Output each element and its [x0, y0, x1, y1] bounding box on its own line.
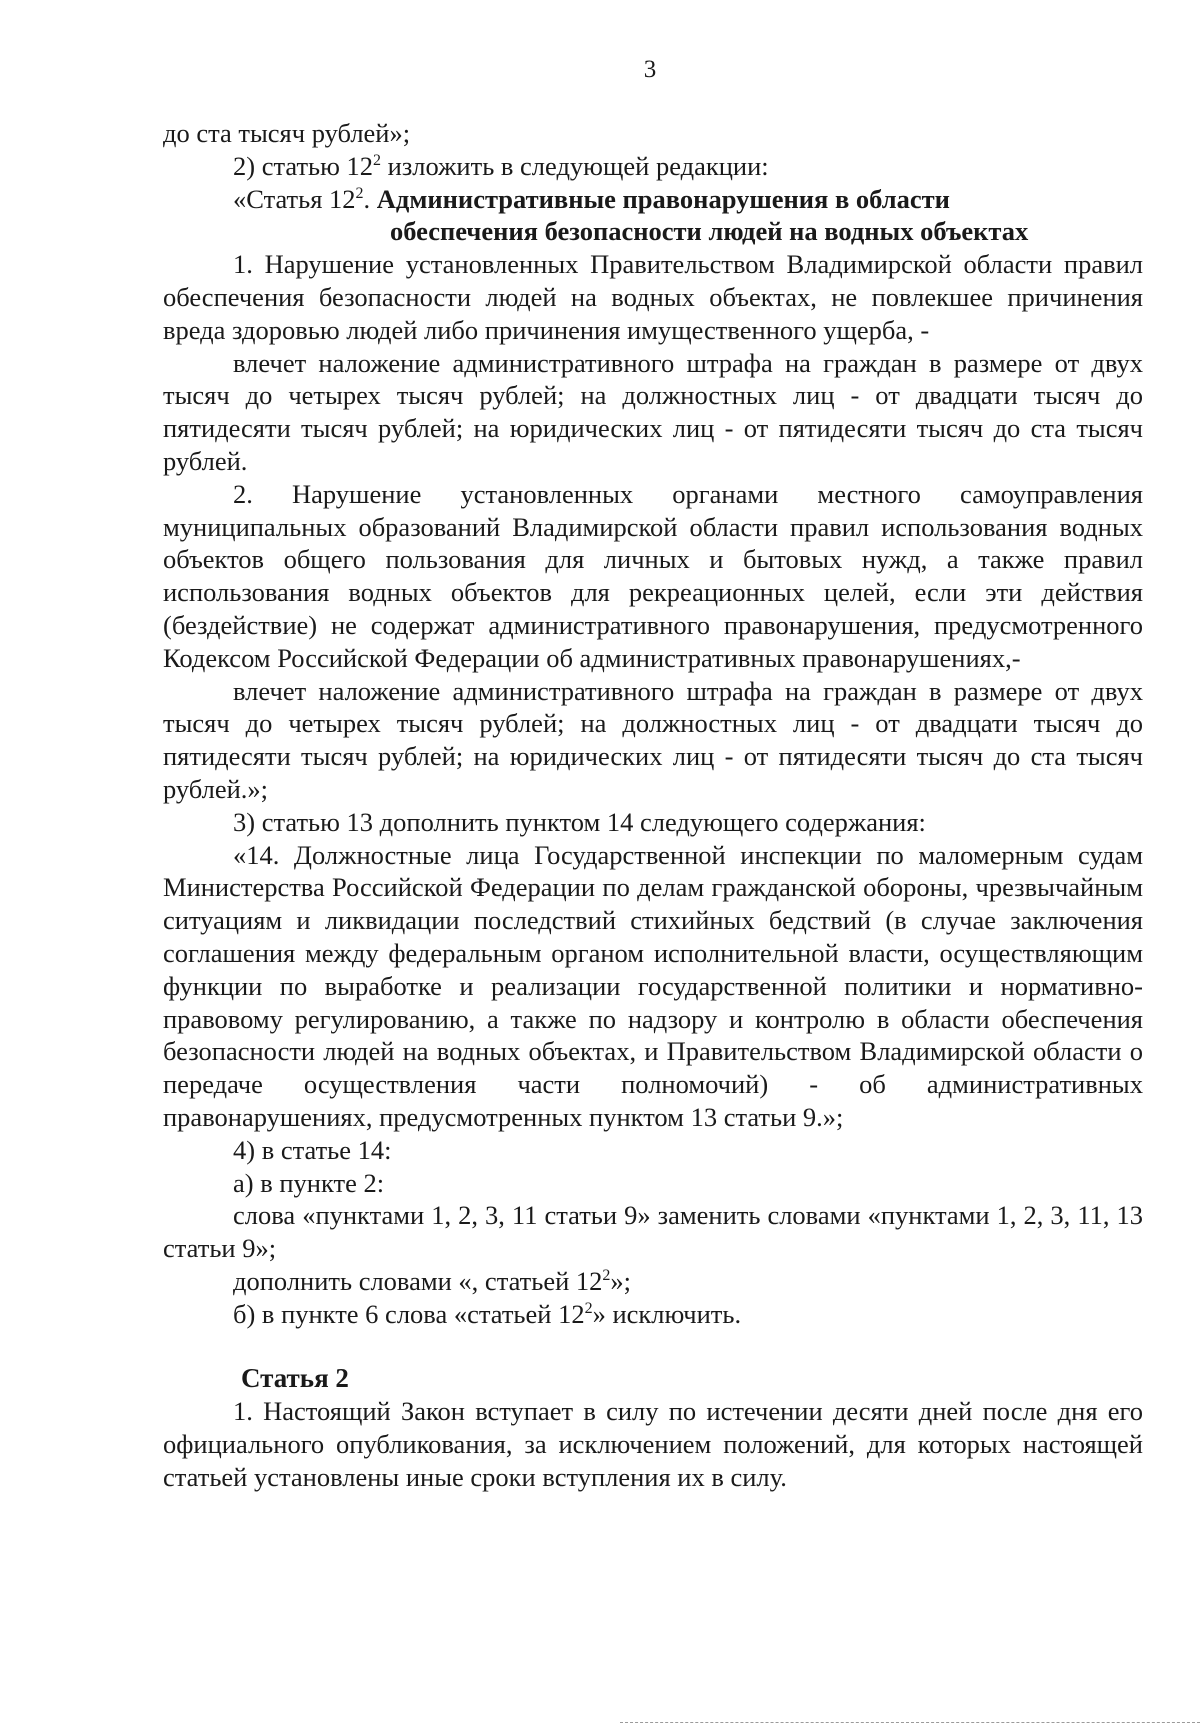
article-paragraph-1: 1. Нарушение установленных Правительством Владимирской области правил обеспечения безопасности людей на водных объектах, не повлекшее причинения вреда здоровью людей либо причинения имущественного ущерба, -: [163, 249, 1143, 345]
page-edge-line: [620, 1722, 1200, 1723]
amendment-item-3-text: «14. Должностные лица Государственной инспекции по маломерным судам Министерства Российской Федерации по делам гражданской обороны, чрезвычайным ситуациям и ликвидации последствий стихийных бедствий (в случае заключения соглашения между федеральным органом исполнительной власти, осуществляющим функции по выработке и реализации государственной политики и нормативно-правовому регулированию, а также по надзору и контролю в области обеспечения безопасности людей на водных объектах, и Правительством Владимирской области о передаче осуществления части полномочий) - об административных правонарушениях, предусмотренных пунктом 13 статьи 9.»;: [163, 839, 1143, 1132]
amendment-item-2-tail: изложить в следующей редакции:: [381, 150, 769, 181]
amendment-item-4a-text-2-pre: дополнить словами «, статьей 12: [233, 1265, 603, 1296]
article-paragraph-2: 2. Нарушение установленных органами местного самоуправления муниципальных образований Владимирской области правил использования водных объектов общего пользования для личных и бытовых нужд, а также правил использования водных объектов для рекреационных целей, если эти действия (бездействие) не содержат административного правонарушения, предусмотренного Кодексом Российской Федерации об административных правонарушениях,-: [163, 478, 1143, 673]
article-heading-dot: .: [363, 183, 377, 214]
article-heading-title: Административные правонарушения в области: [376, 183, 950, 214]
article-heading-prefix: «Статья 12: [233, 183, 356, 214]
section-2-paragraph-1: 1. Настоящий Закон вступает в силу по истечении десяти дней после дня его официального опубликования, за исключением положений, для которых настоящей статьей установлены иные сроки вступления их в силу.: [163, 1396, 1143, 1492]
amendment-item-4a-text-1: слова «пунктами 1, 2, 3, 11 статьи 9» заменить словами «пунктами 1, 2, 3, 11, 13 статьи 9»;: [163, 1200, 1143, 1264]
paragraph-continuation: до ста тысяч рублей»;: [163, 118, 411, 148]
amendment-item-4: 4) в статье 14:: [233, 1134, 392, 1165]
article-paragraph-penalty-2: влечет наложение административного штрафа на граждан в размере от двух тысяч до четырех тысяч рублей; на должностных лиц - от двадцати тысяч до пятидесяти тысяч рублей; на юридических лиц - от пятидесяти тысяч до ста тысяч рублей.»;: [163, 675, 1143, 804]
amendment-item-2-text: 2) статью 12: [233, 150, 374, 181]
amendment-item-4a-text-2-post: »;: [610, 1265, 632, 1296]
article-heading: [163, 183, 1143, 216]
amendment-item-4b: [163, 1298, 1143, 1331]
superscript: 2: [602, 1267, 611, 1285]
superscript: 2: [584, 1299, 593, 1317]
superscript: 2: [355, 184, 364, 202]
superscript: 2: [373, 151, 382, 169]
amendment-item-4a: а) в пункте 2:: [233, 1167, 385, 1198]
amendment-item-4b-pre: б) в пункте 6 слова «статьей 12: [233, 1298, 585, 1329]
amendment-item-4a-text-2: [163, 1265, 1143, 1298]
article-paragraph-penalty-1: влечет наложение административного штрафа на граждан в размере от двух тысяч до четырех тысяч рублей; на должностных лиц - от двадцати тысяч до пятидесяти тысяч рублей; на юридических лиц - от пятидесяти тысяч до ста тысяч рублей.: [163, 347, 1143, 476]
page-number: 3: [643, 56, 657, 83]
amendment-item-4b-post: » исключить.: [592, 1298, 742, 1329]
article-heading-title-line-2: обеспечения безопасности людей на водных объектах: [390, 216, 1029, 247]
spacer: [163, 1330, 1143, 1362]
amendment-item-2: [163, 150, 1143, 183]
amendment-item-3: 3) статью 13 дополнить пунктом 14 следующего содержания:: [233, 806, 926, 837]
section-2-title: Статья 2: [241, 1363, 349, 1394]
document-body: [163, 117, 1143, 1494]
